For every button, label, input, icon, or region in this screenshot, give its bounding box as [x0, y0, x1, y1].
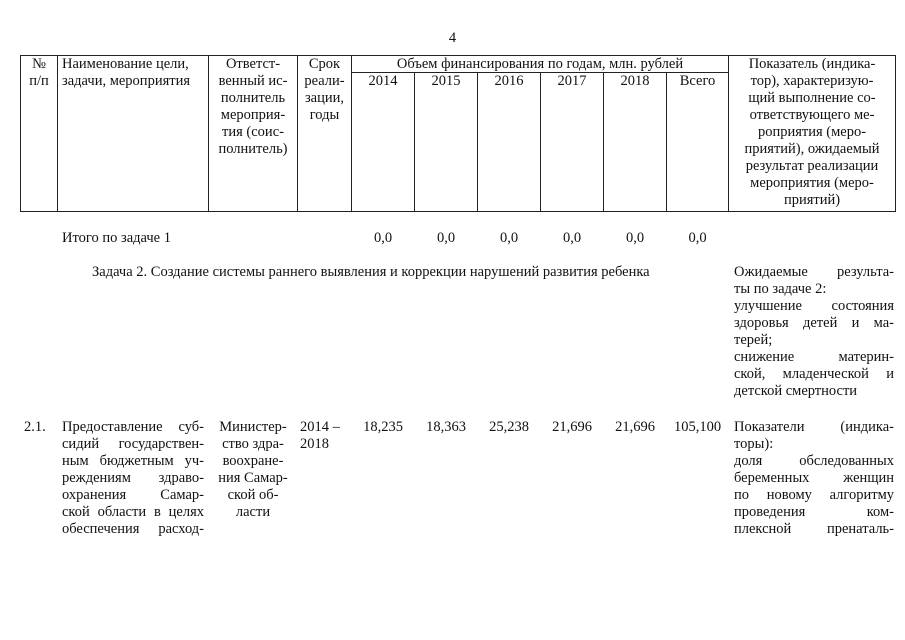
total-task1-label: Итого по задаче 1 — [62, 230, 171, 246]
row-2-1-term: 2014 – 2018 — [300, 419, 340, 452]
total-task1-total: 0,0 — [688, 230, 707, 246]
total-task1-2018: 0,0 — [625, 230, 645, 246]
row-2-1-name: Предоставление суб- сидий государствен- ным бюджетным уч- реждениям здраво- охранения Самар- ской области в целях обеспечения расход- — [62, 419, 204, 537]
row-2-1-total: 105,100 — [673, 419, 722, 435]
row-2-1-indicator: Показатели (индика- торы): доля обследованных беременных женщин по новому алгоритму проведения ком- плексной пренаталь- — [734, 419, 894, 537]
row-2-1-2017: 21,696 — [552, 419, 592, 435]
header-name: Наименование цели, задачи, мероприятия — [62, 56, 191, 89]
header-year-2014: 2014 — [368, 73, 398, 89]
row-2-1-2015: 18,363 — [426, 419, 466, 435]
header-year-2016: 2016 — [494, 73, 524, 89]
header-year-2017: 2017 — [557, 73, 587, 89]
header-num: № п/п — [29, 56, 49, 89]
header-year-2015: 2015 — [431, 73, 461, 89]
header-term: Срок реали- зации, годы — [304, 56, 345, 123]
header-indicator: Показатель (индика- тор), характеризую- щий выполнение со- ответствующего ме- роприятия (меро- приятий), ожидаемый результат реализации мероприятия (меро- приятий) — [744, 56, 880, 208]
header-total: Всего — [679, 73, 716, 89]
row-2-1-2018: 21,696 — [615, 419, 655, 435]
total-task1-2016: 0,0 — [499, 230, 519, 246]
header-year-2018: 2018 — [620, 73, 650, 89]
row-2-1-num: 2.1. — [24, 419, 46, 435]
row-2-1-2016: 25,238 — [489, 419, 529, 435]
task2-results: Ожидаемые результа- ты по задаче 2: улучшение состояния здоровья детей и ма- терей; снижение материн- ской, младенческой и детской смертности — [734, 264, 894, 399]
total-task1-2017: 0,0 — [562, 230, 582, 246]
row-2-1-responsible: Министер- ство здра- воохране- ния Самар- ской об- ласти — [218, 419, 288, 520]
total-task1-2015: 0,0 — [436, 230, 456, 246]
header-funding-title: Объем финансирования по годам, млн. рублей — [396, 56, 684, 72]
total-task1-2014: 0,0 — [373, 230, 393, 246]
header-responsible: Ответст- венный ис- полнитель мероприя- тия (соис- полнитель) — [218, 56, 288, 157]
page-number: 4 — [448, 30, 457, 46]
task2-title: Задача 2. Создание системы раннего выявления и коррекции нарушений развития ребенка — [92, 264, 650, 280]
row-2-1-2014: 18,235 — [363, 419, 403, 435]
